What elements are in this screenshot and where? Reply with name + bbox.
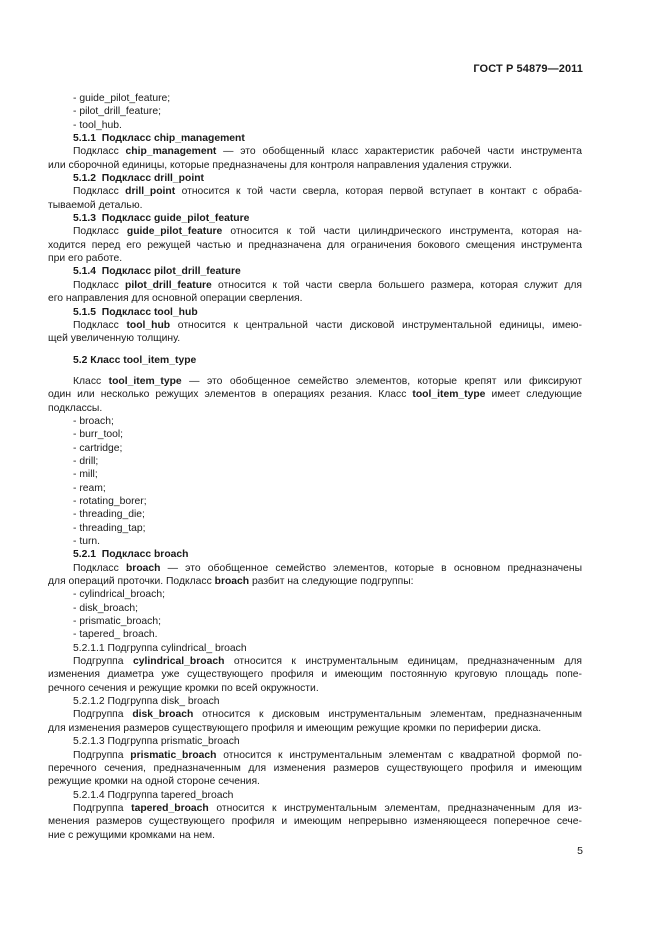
paragraph-line: или сборочной единицы, которые предназначены для контроля направления удаления стружки. (48, 159, 512, 171)
term: cylindrical_broach (133, 656, 225, 668)
list-item: - turn. (73, 536, 101, 547)
paragraph-line: Подкласс drill_point относится к той части сверла, которая первой вступает в контакт с обраба- (73, 186, 583, 198)
list-item: - mill; (73, 469, 98, 481)
term: tapered_broach (131, 802, 209, 814)
list-item: - threading_die; (73, 509, 145, 521)
list-item: - broach; (73, 415, 114, 427)
paragraph-line: Подгруппа prismatic_broach относится к инструментальным элементам с квадратной формой по- (73, 749, 583, 761)
term: tool_item_type (108, 375, 182, 387)
term: broach (125, 562, 161, 574)
section-heading-5-1-1: 5.1.1 Подкласс chip_management (73, 133, 245, 145)
list-item: - burr_tool; (73, 429, 124, 441)
list-item: - cartridge; (73, 442, 123, 454)
section-heading-5-2: 5.2 Класс tool_item_type (73, 354, 197, 366)
term: pilot_drill_feature (125, 279, 212, 291)
paragraph-line: Подкласс guide_pilot_feature относится к той части цилиндрического инструмента, которая на- (73, 226, 583, 238)
list-item: - threading_tap; (73, 522, 146, 534)
section-heading-5-1-3: 5.1.3 Подкласс guide_pilot_feature (73, 213, 250, 225)
list-item: - disk_broach; (73, 602, 138, 614)
term: tool_item_type (412, 389, 486, 401)
paragraph-line: тываемой деталью. (48, 199, 143, 211)
paragraph-line: для операций проточки. Подкласс broach разбит на следующие подгруппы: (48, 576, 414, 588)
list-item: - ream; (73, 482, 106, 494)
paragraph-line: Подгруппа tapered_broach относится к инструментальным элементам, предназначенным для из- (73, 802, 582, 814)
paragraph-line: менения размеров существующего профиля и имеющим непрерывно изменяющееся поперечное сече- (48, 816, 582, 828)
section-heading-5-2-1-1: 5.2.1.1 Подгруппа cylindrical_ broach (73, 642, 247, 654)
section-heading-5-2-1-4: 5.2.1.4 Подгруппа tapered_broach (73, 789, 234, 801)
term: broach (214, 576, 250, 588)
section-heading-5-2-1: 5.2.1 Подкласс broach (73, 549, 189, 561)
paragraph-line: режущие кромки на одной стороне сечения. (48, 776, 260, 788)
list-item: - cylindrical_broach; (73, 589, 165, 601)
term: chip_management (125, 146, 217, 158)
paragraph-line: для изменения размеров существующего профиля и имеющим режущие кромки по периферии диска. (48, 722, 542, 734)
paragraph-line: Подкласс tool_hub относится к центральной части дисковой инструментальной единицы, имею- (73, 319, 582, 331)
list-item: - pilot_drill_feature; (73, 106, 161, 118)
section-heading-5-2-1-2: 5.2.1.2 Подгруппа disk_ broach (73, 696, 220, 708)
section-heading-5-1-2: 5.1.2 Подкласс drill_point (73, 173, 204, 185)
term: drill_point (125, 186, 176, 198)
list-item: - drill; (73, 455, 99, 467)
section-heading-5-1-5: 5.1.5 Подкласс tool_hub (73, 306, 198, 318)
paragraph-line: Подгруппа disk_broach относится к дисковым инструментальным элементам, предназначенным (73, 709, 583, 721)
paragraph-line: Подкласс broach — это обобщенное семейство элементов, которые в основном предназначены (73, 562, 583, 574)
document-body (48, 92, 582, 842)
paragraph-line: речного сечения и режущие кромки по всей окружности. (48, 682, 319, 694)
paragraph-line: один или несколько режущих элементов в операциях резания. Класс tool_item_type имеет следующие (48, 389, 583, 401)
list-item: - prismatic_broach; (73, 616, 161, 628)
term: guide_pilot_feature (126, 226, 223, 238)
section-heading-5-1-4: 5.1.4 Подкласс pilot_drill_feature (73, 266, 241, 278)
paragraph-line: его направления для основной операции сверления. (48, 293, 303, 305)
list-item: - tapered_ broach. (73, 629, 158, 641)
page-number: 5 (577, 845, 583, 857)
paragraph-line: Подгруппа cylindrical_broach относится к инструментальным единицам, предназначенным для (73, 656, 583, 668)
paragraph-line: при его работе. (48, 253, 123, 265)
paragraph-line: Подкласс pilot_drill_feature относится к той части сверла большего размера, которая служит для (73, 279, 582, 291)
paragraph-line: перечного сечения, предназначенным для изменения размеров существующего профиля и имеющим (48, 762, 582, 774)
paragraph-line: Подкласс chip_management — это обобщенный класс характеристик рабочей части инструмента (73, 146, 582, 158)
document-header-id: ГОСТ Р 54879—2011 (473, 63, 583, 75)
paragraph-line: ходится перед его режущей частью и предназначена для ограничения бокового смещения инструмента (48, 239, 582, 251)
paragraph-line: щей увеличенную толщину. (48, 333, 181, 345)
paragraph-line: изменения диаметра уже существующего профиля и имеющим постоянную круговую площадь попе- (48, 669, 582, 681)
paragraph-line: ние с режущими кромками на нем. (48, 829, 216, 841)
term: tool_hub (126, 319, 171, 331)
term: prismatic_broach (130, 749, 217, 761)
list-item: - tool_hub. (73, 119, 122, 131)
paragraph-line: Класс tool_item_type — это обобщенное семейство элементов, которые крепят или фиксируют (73, 375, 583, 387)
list-item: - rotating_borer; (73, 495, 147, 507)
section-heading-5-2-1-3: 5.2.1.3 Подгруппа prismatic_broach (73, 736, 240, 748)
list-item: - guide_pilot_feature; (73, 93, 171, 104)
paragraph-line: подклассы. (48, 402, 103, 414)
term: disk_broach (132, 709, 194, 721)
